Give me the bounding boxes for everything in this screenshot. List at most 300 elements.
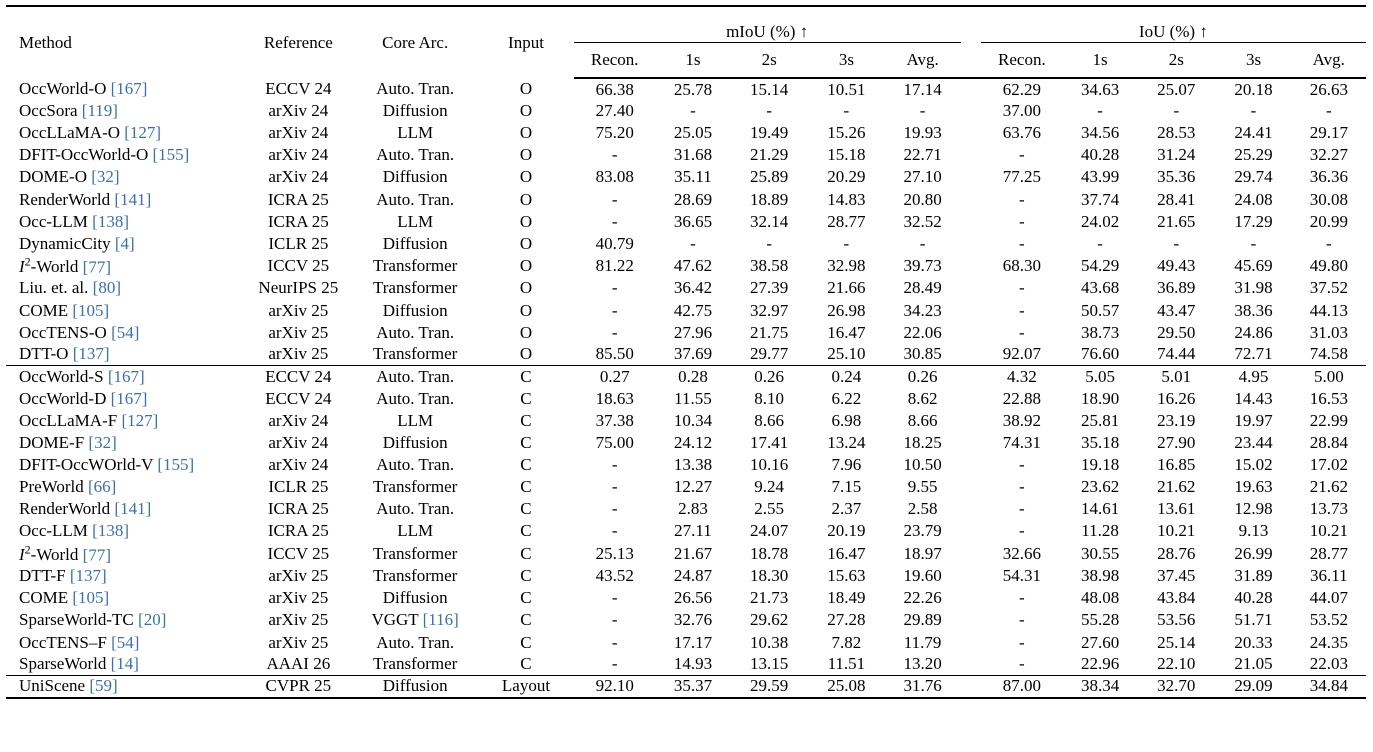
core-arc-cell xyxy=(352,631,478,653)
miou-value: 22.06 xyxy=(903,322,942,342)
miou-value: 10.50 xyxy=(903,455,942,475)
miou-value: 18.89 xyxy=(750,189,789,209)
input-cell: C xyxy=(478,366,573,388)
core-arc-name: Auto. Tran. xyxy=(376,189,455,209)
core-arc-name: Transformer xyxy=(372,344,458,364)
miou-value: 31.68 xyxy=(673,145,713,165)
miou-value: - xyxy=(611,654,618,674)
iou-value: 29.50 xyxy=(1157,322,1196,342)
column-gap xyxy=(961,255,981,278)
miou-value: 75.00 xyxy=(595,433,634,453)
table-row xyxy=(6,476,1366,498)
core-arc-name: Auto. Tran. xyxy=(376,499,455,519)
iou-value: 74.31 xyxy=(1002,433,1041,453)
miou-value: - xyxy=(611,211,618,231)
reference-cell: arXiv 24 xyxy=(268,145,329,165)
iou-group-header: IoU (%) ↑ xyxy=(981,6,1366,43)
citation-link[interactable]: [119] xyxy=(81,101,118,121)
iou-value: - xyxy=(1019,499,1025,519)
miou-value: 83.08 xyxy=(595,167,634,187)
table-row xyxy=(6,277,1366,299)
iou-value: 24.08 xyxy=(1234,189,1273,209)
core-arc-cell xyxy=(352,233,478,255)
method-cell xyxy=(6,300,245,322)
input-cell: O xyxy=(519,211,533,231)
miou-value: 17.41 xyxy=(750,433,789,453)
method-cell xyxy=(6,676,245,698)
miou-value: 14.93 xyxy=(673,654,713,674)
iou-value: 72.71 xyxy=(1234,344,1273,364)
core-arc-cell xyxy=(352,520,478,542)
method-name: UniScene xyxy=(19,676,86,696)
citation-link[interactable]: [167] xyxy=(110,388,148,408)
input-cell: O xyxy=(519,167,533,187)
core-arc-name: Auto. Tran. xyxy=(376,388,455,408)
miou-value: 18.49 xyxy=(827,588,866,608)
iou-value: 31.03 xyxy=(1309,322,1348,342)
core-arc-name: VGGT xyxy=(371,610,419,630)
miou-value: - xyxy=(611,278,618,298)
citation-link[interactable]: [32] xyxy=(88,433,117,453)
method-name: OccLLaMA-F xyxy=(19,411,118,431)
iou-value: 21.62 xyxy=(1157,477,1196,497)
reference-cell: arXiv 24 xyxy=(268,455,329,475)
core-arc-name: LLM xyxy=(397,211,434,231)
iou-value: 5.01 xyxy=(1137,366,1215,388)
iou-value: 25.81 xyxy=(1080,411,1120,431)
miou-value: 16.47 xyxy=(827,543,866,563)
citation-link[interactable]: [167] xyxy=(107,367,145,387)
core-arc-cell xyxy=(352,609,478,631)
iou-value: - xyxy=(1019,145,1025,165)
iou-value: 32.66 xyxy=(1002,543,1041,563)
reference-cell: ECCV 24 xyxy=(265,79,332,99)
citation-link[interactable]: [141] xyxy=(114,189,152,209)
method-name: OccWorld-S xyxy=(19,367,104,387)
miou-value: 92.10 xyxy=(574,676,656,698)
miou-value: 6.98 xyxy=(831,411,862,431)
table-row xyxy=(6,543,1366,566)
core-arc-cell xyxy=(352,322,478,344)
iou-value: 55.28 xyxy=(1080,610,1120,630)
column-gap xyxy=(961,300,981,322)
core-arc-cell xyxy=(352,498,478,520)
method-name: DFIT-OccWOrld-V xyxy=(19,455,154,475)
core-arc-cell xyxy=(352,476,478,498)
core-arc-cell xyxy=(352,676,478,698)
miou-value: 11.79 xyxy=(903,632,942,652)
iou-value: 35.36 xyxy=(1157,167,1196,187)
miou-value: 9.24 xyxy=(754,477,785,497)
column-gap xyxy=(961,587,981,609)
method-cell xyxy=(6,166,245,188)
citation-link[interactable]: [127] xyxy=(121,411,159,431)
table-row xyxy=(6,300,1366,322)
citation-link[interactable]: [141] xyxy=(114,499,152,519)
method-header: Method xyxy=(19,32,72,52)
miou-value: - xyxy=(766,233,772,253)
miou-value: 25.13 xyxy=(595,543,634,563)
iou-value: - xyxy=(1019,477,1025,497)
miou-value: - xyxy=(611,499,618,519)
iou-value: 45.69 xyxy=(1234,256,1273,276)
column-gap xyxy=(961,100,981,122)
core-arc-name: Diffusion xyxy=(382,433,448,453)
citation-link[interactable]: [167] xyxy=(110,79,148,99)
input-cell: O xyxy=(519,256,533,276)
column-gap xyxy=(961,565,981,587)
citation-link[interactable]: [116] xyxy=(422,610,459,630)
iou-value: 24.02 xyxy=(1080,211,1120,231)
method-name: DOME-O xyxy=(19,167,87,187)
input-cell: O xyxy=(519,278,533,298)
miou-value: 19.60 xyxy=(903,566,942,586)
core-arc-name: Diffusion xyxy=(382,233,448,253)
iou-value: 76.60 xyxy=(1080,344,1120,364)
miou-value: - xyxy=(611,189,618,209)
table-row xyxy=(6,410,1366,432)
input-cell: O xyxy=(519,145,533,165)
column-gap xyxy=(961,410,981,432)
citation-link[interactable]: [32] xyxy=(91,167,120,187)
iou-value: 24.41 xyxy=(1234,123,1273,143)
miou-value: 28.49 xyxy=(903,278,942,298)
citation-link[interactable]: [155] xyxy=(157,455,195,475)
iou-subheader-3s: 3s xyxy=(1215,43,1291,79)
iou-value: 38.98 xyxy=(1080,566,1120,586)
iou-value: 37.00 xyxy=(1002,101,1041,121)
iou-value: 22.99 xyxy=(1309,411,1348,431)
iou-value: 22.88 xyxy=(1002,388,1041,408)
method-cell xyxy=(6,322,245,344)
table-row xyxy=(6,654,1366,676)
method-name: SparseWorld xyxy=(19,654,107,674)
iou-value: 21.65 xyxy=(1157,211,1196,231)
table-row xyxy=(6,166,1366,188)
iou-value: 24.86 xyxy=(1234,322,1273,342)
reference-cell: ECCV 24 xyxy=(245,366,352,388)
table-row xyxy=(6,100,1366,122)
iou-value: 4.32 xyxy=(981,366,1063,388)
iou-value: 31.98 xyxy=(1234,278,1273,298)
iou-value: 23.19 xyxy=(1157,411,1196,431)
iou-value: - xyxy=(1250,233,1257,253)
miou-value: 15.14 xyxy=(750,79,789,99)
core-arc-cell xyxy=(352,255,478,278)
column-gap xyxy=(961,122,981,144)
core-arc-name: LLM xyxy=(397,411,434,431)
iou-value: 43.84 xyxy=(1157,588,1196,608)
iou-value: 68.30 xyxy=(1002,256,1041,276)
iou-value: 13.73 xyxy=(1309,499,1348,519)
iou-value: - xyxy=(1019,189,1025,209)
method-cell xyxy=(6,188,245,210)
core-arc-cell xyxy=(352,454,478,476)
iou-value: - xyxy=(1019,300,1025,320)
miou-value: 27.39 xyxy=(750,278,789,298)
method-name: RenderWorld xyxy=(19,189,111,209)
miou-value: 8.10 xyxy=(754,388,785,408)
miou-value: - xyxy=(690,101,696,121)
miou-value: 13.38 xyxy=(673,455,713,475)
method-cell xyxy=(6,565,245,587)
core-arc-cell xyxy=(352,366,478,388)
iou-value: 19.18 xyxy=(1080,455,1120,475)
miou-value: 43.52 xyxy=(595,566,634,586)
column-gap xyxy=(961,520,981,542)
miou-value: 29.77 xyxy=(750,344,789,364)
column-gap xyxy=(961,144,981,166)
method-cell xyxy=(6,587,245,609)
citation-link[interactable]: [14] xyxy=(110,654,139,674)
method-cell xyxy=(6,498,245,520)
miou-value: 22.71 xyxy=(903,145,942,165)
citation-link[interactable]: [138] xyxy=(92,521,129,541)
column-gap xyxy=(961,543,981,566)
table-row xyxy=(6,144,1366,166)
iou-value: 9.13 xyxy=(1238,521,1269,541)
input-cell: C xyxy=(520,433,532,453)
method-name: Occ-LLM xyxy=(19,521,88,541)
miou-value: 38.58 xyxy=(750,256,789,276)
method-name: OccSora xyxy=(19,101,78,121)
table-row xyxy=(6,498,1366,520)
table-row xyxy=(6,565,1366,587)
reference-cell: arXiv 25 xyxy=(268,300,329,320)
iou-value: 32.27 xyxy=(1309,145,1348,165)
reference-header: Reference xyxy=(263,32,333,52)
method-name: DTT-F xyxy=(19,566,66,586)
iou-value: 31.89 xyxy=(1234,566,1273,586)
miou-value: 30.85 xyxy=(903,344,942,364)
core-arc-name: Diffusion xyxy=(382,300,448,320)
miou-subheader-avg: Avg. xyxy=(884,43,960,79)
table-row xyxy=(6,432,1366,454)
miou-value: 25.05 xyxy=(673,123,713,143)
miou-value: 2.55 xyxy=(754,499,785,519)
iou-value: 62.29 xyxy=(1002,79,1041,99)
table-row xyxy=(6,388,1366,410)
column-gap xyxy=(961,277,981,299)
citation-link[interactable]: [20] xyxy=(138,610,167,630)
iou-value: - xyxy=(1019,233,1025,253)
iou-value: 16.26 xyxy=(1157,388,1196,408)
method-name: COME xyxy=(19,588,69,608)
table-row xyxy=(6,122,1366,144)
miou-value: 16.47 xyxy=(827,322,866,342)
input-cell: C xyxy=(520,543,532,563)
core-arc-name: Auto. Tran. xyxy=(376,145,455,165)
input-cell: C xyxy=(520,521,532,541)
column-gap xyxy=(961,432,981,454)
table-row xyxy=(6,344,1366,366)
iou-value: 26.99 xyxy=(1234,543,1273,563)
iou-value: 10.21 xyxy=(1309,521,1348,541)
method-cell xyxy=(6,122,245,144)
method-cell xyxy=(6,410,245,432)
citation-link[interactable]: [4] xyxy=(114,233,135,253)
iou-value: 28.41 xyxy=(1157,189,1196,209)
reference-cell: arXiv 25 xyxy=(268,610,329,630)
table-row xyxy=(6,78,1366,100)
iou-value: 77.25 xyxy=(1002,167,1041,187)
miou-value: 47.62 xyxy=(673,256,713,276)
citation-link[interactable]: [66] xyxy=(87,477,117,497)
miou-value: 18.30 xyxy=(750,566,789,586)
column-gap xyxy=(961,609,981,631)
header-gap xyxy=(961,6,981,43)
method-name: RenderWorld xyxy=(19,499,111,519)
core-arc-name: Diffusion xyxy=(382,588,448,608)
miou-value: 0.24 xyxy=(808,366,884,388)
miou-value: 32.97 xyxy=(750,300,789,320)
miou-value: 29.59 xyxy=(730,676,808,698)
citation-link[interactable]: [155] xyxy=(152,145,190,165)
column-gap xyxy=(961,233,981,255)
iou-value: 24.35 xyxy=(1309,632,1348,652)
miou-value: 25.10 xyxy=(827,344,866,364)
iou-value: 28.84 xyxy=(1309,433,1348,453)
reference-cell: ICLR 25 xyxy=(268,477,329,497)
iou-value: - xyxy=(1019,211,1025,231)
reference-cell: arXiv 25 xyxy=(268,322,329,342)
miou-subheader-recon: Recon. xyxy=(574,43,656,79)
miou-value: 22.26 xyxy=(903,588,942,608)
iou-value: - xyxy=(1019,610,1025,630)
input-cell: C xyxy=(520,654,532,674)
core-arc-name: Diffusion xyxy=(382,101,448,121)
reference-cell: CVPR 25 xyxy=(245,676,352,698)
input-cell: C xyxy=(520,566,532,586)
method-name: DTT-O xyxy=(19,344,69,364)
iou-value: 37.45 xyxy=(1157,566,1196,586)
table-row xyxy=(6,587,1366,609)
miou-value: 28.69 xyxy=(673,189,713,209)
core-arc-name: Auto. Tran. xyxy=(376,367,455,387)
input-cell: O xyxy=(519,79,533,99)
method-name: DynamicCity xyxy=(19,233,111,253)
iou-value: 27.60 xyxy=(1080,632,1120,652)
citation-link[interactable]: [80] xyxy=(92,278,121,298)
method-name: DOME-F xyxy=(19,433,85,453)
method-name: OccWorld-O xyxy=(19,79,107,99)
method-cell xyxy=(6,211,245,233)
column-gap xyxy=(961,366,981,388)
iou-subheader-avg: Avg. xyxy=(1292,43,1366,79)
miou-value: - xyxy=(611,610,618,630)
miou-value: 20.80 xyxy=(903,189,942,209)
citation-link[interactable]: [77] xyxy=(82,257,111,277)
citation-link[interactable]: [138] xyxy=(92,211,129,231)
iou-value: - xyxy=(1019,632,1025,652)
iou-value: 28.77 xyxy=(1309,543,1348,563)
citation-link[interactable]: [127] xyxy=(124,123,162,143)
iou-value: 25.14 xyxy=(1157,632,1196,652)
miou-value: 42.75 xyxy=(673,300,713,320)
citation-link[interactable]: [59] xyxy=(89,676,118,696)
iou-value: 17.02 xyxy=(1309,455,1348,475)
iou-value: 32.70 xyxy=(1137,676,1215,698)
reference-cell: ECCV 24 xyxy=(265,388,332,408)
miou-value: 21.66 xyxy=(827,278,866,298)
miou-value: 2.58 xyxy=(907,499,938,519)
miou-value: 85.50 xyxy=(595,344,634,364)
table-row xyxy=(6,255,1366,278)
column-gap xyxy=(961,498,981,520)
miou-value: 18.63 xyxy=(595,388,634,408)
miou-subheader-1s: 1s xyxy=(656,43,730,79)
iou-value: 74.44 xyxy=(1157,344,1196,364)
miou-value: 81.22 xyxy=(595,256,634,276)
iou-value: 49.43 xyxy=(1157,256,1196,276)
citation-link[interactable]: [54] xyxy=(111,322,140,342)
table-row xyxy=(6,322,1366,344)
citation-link[interactable]: [54] xyxy=(111,632,140,652)
iou-value: 44.13 xyxy=(1309,300,1348,320)
method-cell xyxy=(6,476,245,498)
column-gap xyxy=(961,631,981,653)
core-arc-name: LLM xyxy=(397,123,434,143)
iou-value: 20.99 xyxy=(1309,211,1348,231)
iou-value: 36.11 xyxy=(1310,566,1348,586)
miou-value: 19.49 xyxy=(750,123,789,143)
iou-subheader-2s: 2s xyxy=(1137,43,1215,79)
method-cell xyxy=(6,543,245,566)
miou-value: 21.75 xyxy=(750,322,789,342)
input-cell: O xyxy=(519,101,533,121)
citation-link[interactable]: [137] xyxy=(69,566,107,586)
citation-link[interactable]: [105] xyxy=(72,300,110,320)
miou-value: 21.29 xyxy=(750,145,789,165)
iou-value: - xyxy=(1250,101,1257,121)
iou-value: 36.36 xyxy=(1309,167,1348,187)
citation-link[interactable]: [77] xyxy=(82,545,111,565)
iou-value: 27.90 xyxy=(1157,433,1196,453)
miou-value: 15.26 xyxy=(827,123,866,143)
core-arc-cell xyxy=(352,543,478,566)
miou-value: 36.42 xyxy=(673,278,713,298)
input-cell: C xyxy=(520,499,532,519)
reference-cell: AAAI 26 xyxy=(266,654,331,674)
input-cell: O xyxy=(519,300,533,320)
miou-value: - xyxy=(843,233,850,253)
iou-value: - xyxy=(1097,101,1103,121)
citation-link[interactable]: [137] xyxy=(72,344,110,364)
miou-value: - xyxy=(919,101,926,121)
iou-value: 28.53 xyxy=(1157,123,1196,143)
miou-value: 2.83 xyxy=(678,499,708,519)
method-name: COME xyxy=(19,300,69,320)
miou-value: 29.62 xyxy=(750,610,789,630)
iou-value: 49.80 xyxy=(1309,256,1348,276)
miou-value: 9.55 xyxy=(907,477,938,497)
miou-value: 2.37 xyxy=(831,499,862,519)
iou-value: 51.71 xyxy=(1234,610,1273,630)
miou-group-header: mIoU (%) ↑ xyxy=(574,6,961,43)
iou-value: 43.99 xyxy=(1080,167,1120,187)
column-gap xyxy=(961,322,981,344)
miou-value: 27.40 xyxy=(595,101,634,121)
miou-value: 27.96 xyxy=(673,322,713,342)
miou-value: 25.78 xyxy=(673,79,713,99)
citation-link[interactable]: [105] xyxy=(72,588,110,608)
miou-value: 21.73 xyxy=(750,588,789,608)
core-arc-name: Transformer xyxy=(372,566,458,586)
method-name: PreWorld xyxy=(19,477,84,497)
core-arc-name: Auto. Tran. xyxy=(376,455,455,475)
method-name: Occ-LLM xyxy=(19,211,88,231)
method-name: OccLLaMA-O xyxy=(19,123,121,143)
